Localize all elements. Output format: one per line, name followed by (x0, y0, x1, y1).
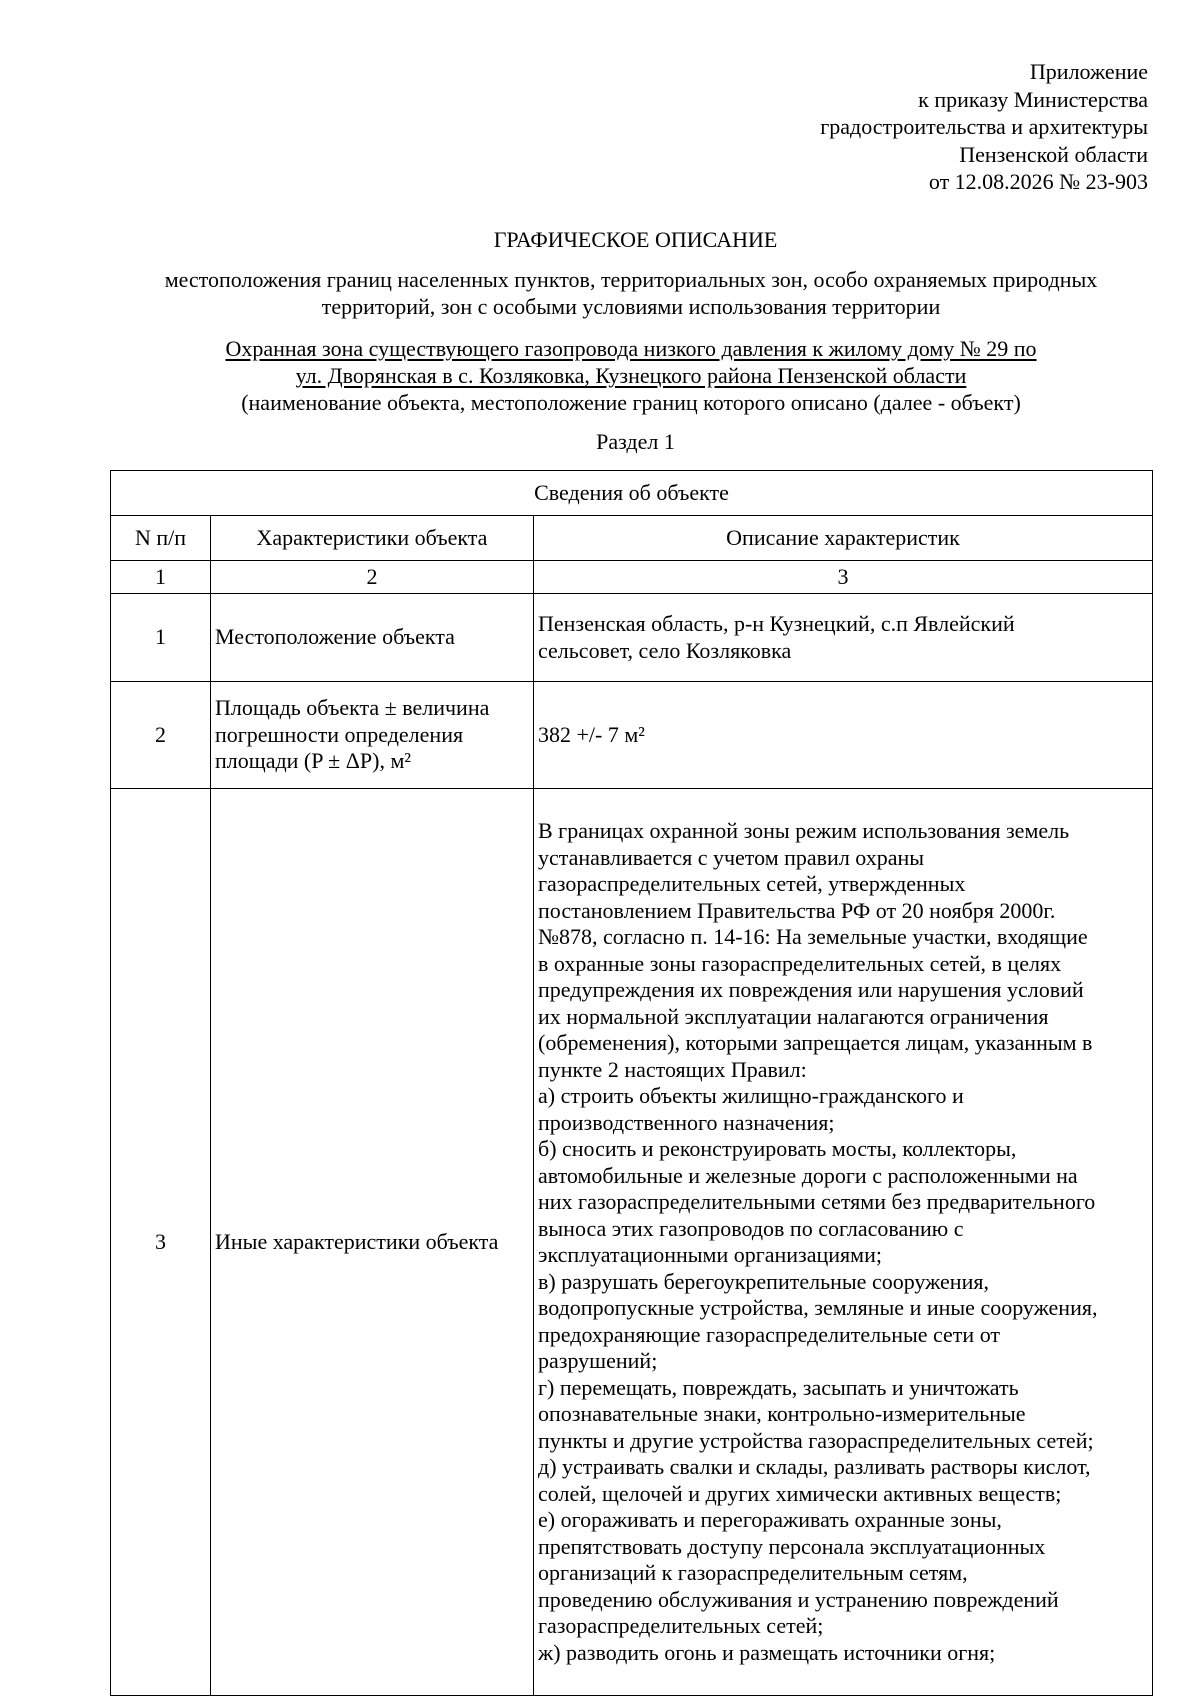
table-column-numbers (111, 561, 1153, 594)
description-line: пункте 2 настоящих Правил: (538, 1056, 807, 1082)
column-number: 3 (534, 561, 1153, 594)
row-number: 3 (111, 789, 211, 1696)
column-header: Описание характеристик (534, 516, 1153, 561)
object-name-block (110, 335, 1152, 416)
row-description (534, 594, 1153, 682)
column-number: 1 (111, 561, 211, 594)
subtitle-line: местоположения границ населенных пунктов, территориальных зон, особо охраняемых природных (164, 267, 1098, 292)
description-line: опознавательные знаки, контрольно-измерительные (538, 1401, 1026, 1426)
characteristic-line: Местоположение объекта (215, 624, 455, 650)
column-header: Характеристики объекта (211, 516, 534, 561)
description-line: ж) разводить огонь и размещать источники огня; (538, 1639, 996, 1665)
row-characteristic (211, 789, 534, 1696)
description-line: б) сносить и реконструировать мосты, коллекторы, (538, 1136, 1017, 1161)
description-line: а) строить объекты жилищно-гражданского и (538, 1083, 964, 1108)
description-line: Пензенская область, р-н Кузнецкий, с.п Явлейский (538, 611, 1015, 636)
description-line: разрушений; (538, 1348, 658, 1373)
description-line: (обременения), которыми запрещается лицам, указанным в (538, 1030, 1093, 1055)
description-line: предохраняющие газораспределительные сети от (538, 1321, 1001, 1347)
appendix-header-line: Пензенской области (959, 141, 1148, 167)
characteristic-line: Площадь объекта ± величина (215, 695, 490, 721)
appendix-header-line: к приказу Министерства (918, 86, 1148, 112)
description-line: эксплуатационными организациями; (538, 1242, 882, 1267)
object-name-line: ул. Дворянская в с. Козляковка, Кузнецкого района Пензенской области (295, 363, 967, 388)
description-line: г) перемещать, повреждать, засыпать и уничтожать (538, 1374, 1019, 1400)
description-line: в) разрушать берегоукрепительные сооружения, (538, 1268, 989, 1294)
subtitle-line: территорий, зон с особыми условиями использования территории (321, 294, 941, 319)
row-number: 1 (111, 594, 211, 682)
document-subtitle (110, 266, 1152, 320)
column-number: 2 (211, 561, 534, 594)
description-line: организаций к газораспределительным сетям, (538, 1560, 968, 1585)
description-line: №878, согласно п. 14-16: На земельные участки, входящие (538, 924, 1088, 949)
appendix-header (820, 58, 1148, 196)
description-line: производственного назначения; (538, 1109, 835, 1135)
table-row (111, 682, 1153, 789)
table-heading-row (111, 471, 1153, 516)
description-line: сельсовет, село Козляковка (538, 637, 792, 663)
description-line: газораспределительных сетей; (538, 1613, 824, 1638)
object-name-caption: (наименование объекта, местоположение границ которого описано (далее - объект) (241, 390, 1021, 415)
row-number: 2 (111, 682, 211, 789)
description-line: пункты и другие устройства газораспределительных сетей; (538, 1427, 1094, 1453)
description-line: постановлением Правительства РФ от 20 ноября 2000г. (538, 897, 1056, 923)
description-line: газораспределительных сетей, утвержденных (538, 871, 966, 896)
appendix-header-line: градостроительства и архитектуры (820, 114, 1148, 139)
object-name-line: Охранная зона существующего газопровода низкого давления к жилому дому № 29 по (225, 336, 1037, 361)
row-characteristic (211, 594, 534, 682)
description-line: е) огораживать и перегораживать охранные зоны, (538, 1507, 1002, 1532)
description-line: устанавливается с учетом правил охраны (538, 844, 925, 870)
table-heading: Сведения об объекте (111, 471, 1153, 516)
characteristic-line: площади (P ± ΔP), м² (215, 748, 411, 774)
table-row (111, 594, 1153, 682)
description-line: выноса этих газопроводов по согласованию с (538, 1215, 964, 1241)
description-line: их нормальной эксплуатации налагаются ограничения (538, 1003, 1049, 1029)
row-characteristic (211, 682, 534, 789)
column-header: N п/п (111, 516, 211, 561)
appendix-header-line: от 12.08.2026 № 23-903 (928, 169, 1148, 194)
characteristic-line: погрешности определения (215, 721, 464, 747)
table-column-headers (111, 516, 1153, 561)
description-line: проведению обслуживания и устранению повреждений (538, 1586, 1059, 1612)
document-title: ГРАФИЧЕСКОЕ ОПИСАНИЕ (493, 227, 778, 252)
description-line: автомобильные и железные дороги с расположенными на (538, 1162, 1078, 1188)
section-label: Раздел 1 (596, 429, 675, 454)
description-line: солей, щелочей и других химически активных веществ; (538, 1480, 1062, 1506)
description-line: них газораспределительными сетями без предварительного (538, 1189, 1096, 1214)
description-line: предупреждения их повреждения или нарушения условий (538, 977, 1084, 1002)
table-row (111, 789, 1153, 1696)
description-line: В границах охранной зоны режим использования земель (538, 818, 1070, 843)
characteristic-line: Иные характеристики объекта (215, 1228, 499, 1254)
description-line: в охранные зоны газораспределительных сетей, в целях (538, 950, 1062, 976)
row-description (534, 682, 1153, 789)
appendix-header-line: Приложение (1029, 59, 1148, 84)
object-info-table (110, 470, 1153, 1696)
description-line: водопропускные устройства, земляные и иные сооружения, (538, 1295, 1098, 1320)
row-description (534, 789, 1153, 1696)
description-line: д) устраивать свалки и склады, разливать растворы кислот, (538, 1454, 1091, 1479)
description-line: препятствовать доступу персонала эксплуатационных (538, 1533, 1046, 1559)
description-line: 382 +/- 7 м² (538, 721, 645, 747)
